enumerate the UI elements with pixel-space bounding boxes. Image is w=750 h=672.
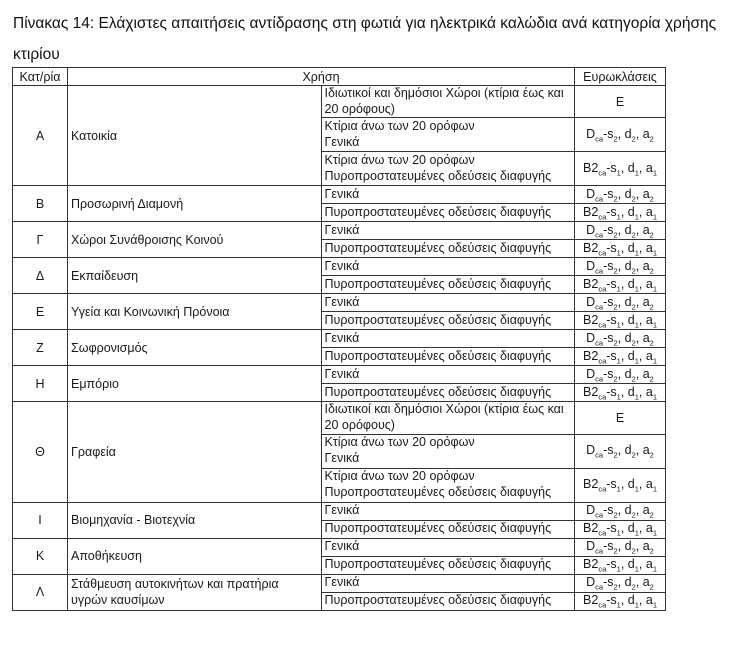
use-description [321, 204, 575, 222]
table-row [13, 574, 666, 592]
table-row [13, 258, 666, 276]
use-description [321, 402, 575, 434]
category-name: Υγεία και Κοινωνική Πρόνοια [68, 294, 322, 330]
use-line: Πυροπροστατευμένες οδεύσεις διαφυγής [324, 240, 552, 255]
euroclass-value: $D_{ca}-s_2$, $d_2$, $a_2$ [575, 258, 666, 276]
use-line: Κτίρια άνω των 20 ορόφων [324, 153, 475, 168]
use-description [321, 434, 575, 468]
use-description [321, 312, 575, 330]
euroclass-value: $D_{ca}-s_2$, $d_2$, $a_2$ [575, 186, 666, 204]
use-line: Πυροπροστατευμένες οδεύσεις διαφυγής [324, 485, 552, 499]
category-code: Ζ [13, 330, 68, 366]
category-code: Β [13, 186, 68, 222]
use-description [321, 240, 575, 258]
table-header-row [13, 68, 666, 86]
euroclass-header: Ευρωκλάσεις [575, 68, 666, 86]
use-line: Γενικά [324, 330, 360, 345]
use-line: Γενικά [324, 294, 360, 309]
category-name: Χώροι Συνάθροισης Κοινού [68, 222, 322, 258]
table-row [13, 366, 666, 384]
category-name: Στάθμευση αυτοκινήτων και πρατήρια υγρών καυσίμων [68, 574, 322, 610]
use-description [321, 468, 575, 502]
use-line: Πυροπροστατευμένες οδεύσεις διαφυγής [324, 348, 552, 363]
category-name: Κατοικία [68, 86, 322, 186]
use-description [321, 556, 575, 574]
use-line: Ιδιωτικοί και δημόσιοι Χώροι (κτίρια έως και 20 ορόφους) [324, 402, 564, 432]
category-name: Εμπόριο [68, 366, 322, 402]
use-description [321, 592, 575, 610]
euroclass-value: $B2_{ca}-s_1$, $d_1$, $a_1$ [575, 384, 666, 402]
euroclass-value: $D_{ca}-s_2$, $d_2$, $a_2$ [575, 366, 666, 384]
category-code: Κ [13, 538, 68, 574]
category-name: Αποθήκευση [68, 538, 322, 574]
use-line: Πυροπροστατευμένες οδεύσεις διαφυγής [324, 557, 552, 572]
use-header: Χρήση [68, 68, 575, 86]
table-row [13, 222, 666, 240]
use-line: Πυροπροστατευμένες οδεύσεις διαφυγής [324, 276, 552, 291]
euroclass-value: $B2_{ca}-s_1$, $d_1$, $a_1$ [575, 592, 666, 610]
use-line: Πυροπροστατευμένες οδεύσεις διαφυγής [324, 204, 552, 219]
category-code: Ε [13, 294, 68, 330]
table-row [13, 294, 666, 312]
euroclass-value: $B2_{ca}-s_1$, $d_1$, $a_1$ [575, 468, 666, 502]
use-description [321, 294, 575, 312]
euroclass-value: $B2_{ca}-s_1$, $d_1$, $a_1$ [575, 520, 666, 538]
euroclass-value: E [575, 402, 666, 434]
euroclass-value: $B2_{ca}-s_1$, $d_1$, $a_1$ [575, 204, 666, 222]
euroclass-value: $B2_{ca}-s_1$, $d_1$, $a_1$ [575, 312, 666, 330]
use-description [321, 520, 575, 538]
use-description [321, 152, 575, 186]
use-description [321, 384, 575, 402]
use-line: Πυροπροστατευμένες οδεύσεις διαφυγής [324, 312, 552, 327]
table-row [13, 186, 666, 204]
use-line: Γενικά [324, 134, 360, 149]
euroclass-value: $B2_{ca}-s_1$, $d_1$, $a_1$ [575, 348, 666, 366]
euroclass-value: $B2_{ca}-s_1$, $d_1$, $a_1$ [575, 240, 666, 258]
euroclass-value: E [575, 86, 666, 118]
use-line: Γενικά [324, 575, 360, 590]
table-row [13, 538, 666, 556]
use-line: Γενικά [324, 539, 360, 554]
use-line: Γενικά [324, 186, 360, 201]
use-description [321, 502, 575, 520]
use-line: Κτίρια άνω των 20 ορόφων [324, 469, 475, 484]
table-caption: Πίνακας 14: Ελάχιστες απαιτήσεις αντίδρασης στη φωτιά για ηλεκτρικά καλώδια ανά κατηγορία χρήσης κτιρίου [13, 15, 717, 63]
category-code: Ι [13, 502, 68, 538]
category-header: Κατ/ρία [13, 68, 68, 86]
use-line: Γενικά [324, 503, 360, 518]
use-line: Κτίρια άνω των 20 ορόφων [324, 119, 475, 134]
use-line: Γενικά [324, 258, 360, 273]
table-row [13, 330, 666, 348]
use-description [321, 222, 575, 240]
category-name: Βιομηχανία - Βιοτεχνία [68, 502, 322, 538]
category-name: Προσωρινή Διαμονή [68, 186, 322, 222]
use-description [321, 86, 575, 118]
use-line: Πυροπροστατευμένες οδεύσεις διαφυγής [324, 384, 552, 399]
use-description [321, 186, 575, 204]
use-description [321, 330, 575, 348]
category-name: Γραφεία [68, 402, 322, 502]
euroclass-value: $D_{ca}-s_2$, $d_2$, $a_2$ [575, 118, 666, 152]
category-code: Γ [13, 222, 68, 258]
euroclass-value: $D_{ca}-s_2$, $d_2$, $a_2$ [575, 294, 666, 312]
use-line: Πυροπροστατευμένες οδεύσεις διαφυγής [324, 168, 552, 183]
category-code: Δ [13, 258, 68, 294]
category-code: Η [13, 366, 68, 402]
table-body [13, 86, 666, 611]
category-code: Θ [13, 402, 68, 502]
use-description [321, 538, 575, 556]
euroclass-value: $D_{ca}-s_2$, $d_2$, $a_2$ [575, 574, 666, 592]
category-code: Α [13, 86, 68, 186]
euroclass-value: $D_{ca}-s_2$, $d_2$, $a_2$ [575, 330, 666, 348]
use-line: Κτίρια άνω των 20 ορόφων [324, 435, 475, 450]
use-line: Ιδιωτικοί και δημόσιοι Χώροι (κτίρια έως και 20 ορόφους) [324, 86, 564, 116]
use-description [321, 348, 575, 366]
use-description [321, 276, 575, 294]
use-line: Γενικά [324, 222, 360, 237]
table-row [13, 502, 666, 520]
euroclass-value: $B2_{ca}-s_1$, $d_1$, $a_1$ [575, 276, 666, 294]
use-description [321, 258, 575, 276]
category-name: Σωφρονισμός [68, 330, 322, 366]
category-code: Λ [13, 574, 68, 610]
use-description [321, 574, 575, 592]
use-description [321, 366, 575, 384]
euroclass-value: $D_{ca}-s_2$, $d_2$, $a_2$ [575, 538, 666, 556]
euroclass-value: $D_{ca}-s_2$, $d_2$, $a_2$ [575, 502, 666, 520]
category-name: Εκπαίδευση [68, 258, 322, 294]
use-line: Γενικά [324, 451, 360, 465]
euroclass-value: $D_{ca}-s_2$, $d_2$, $a_2$ [575, 222, 666, 240]
use-line: Πυροπροστατευμένες οδεύσεις διαφυγής [324, 521, 552, 536]
use-line: Πυροπροστατευμένες οδεύσεις διαφυγής [324, 593, 552, 608]
table-row [13, 86, 666, 118]
use-line: Γενικά [324, 366, 360, 381]
euroclass-value: $B2_{ca}-s_1$, $d_1$, $a_1$ [575, 152, 666, 186]
euroclass-value: $D_{ca}-s_2$, $d_2$, $a_2$ [575, 434, 666, 468]
requirements-table [12, 67, 666, 611]
table-row [13, 402, 666, 434]
use-description [321, 118, 575, 152]
euroclass-value: $B2_{ca}-s_1$, $d_1$, $a_1$ [575, 556, 666, 574]
